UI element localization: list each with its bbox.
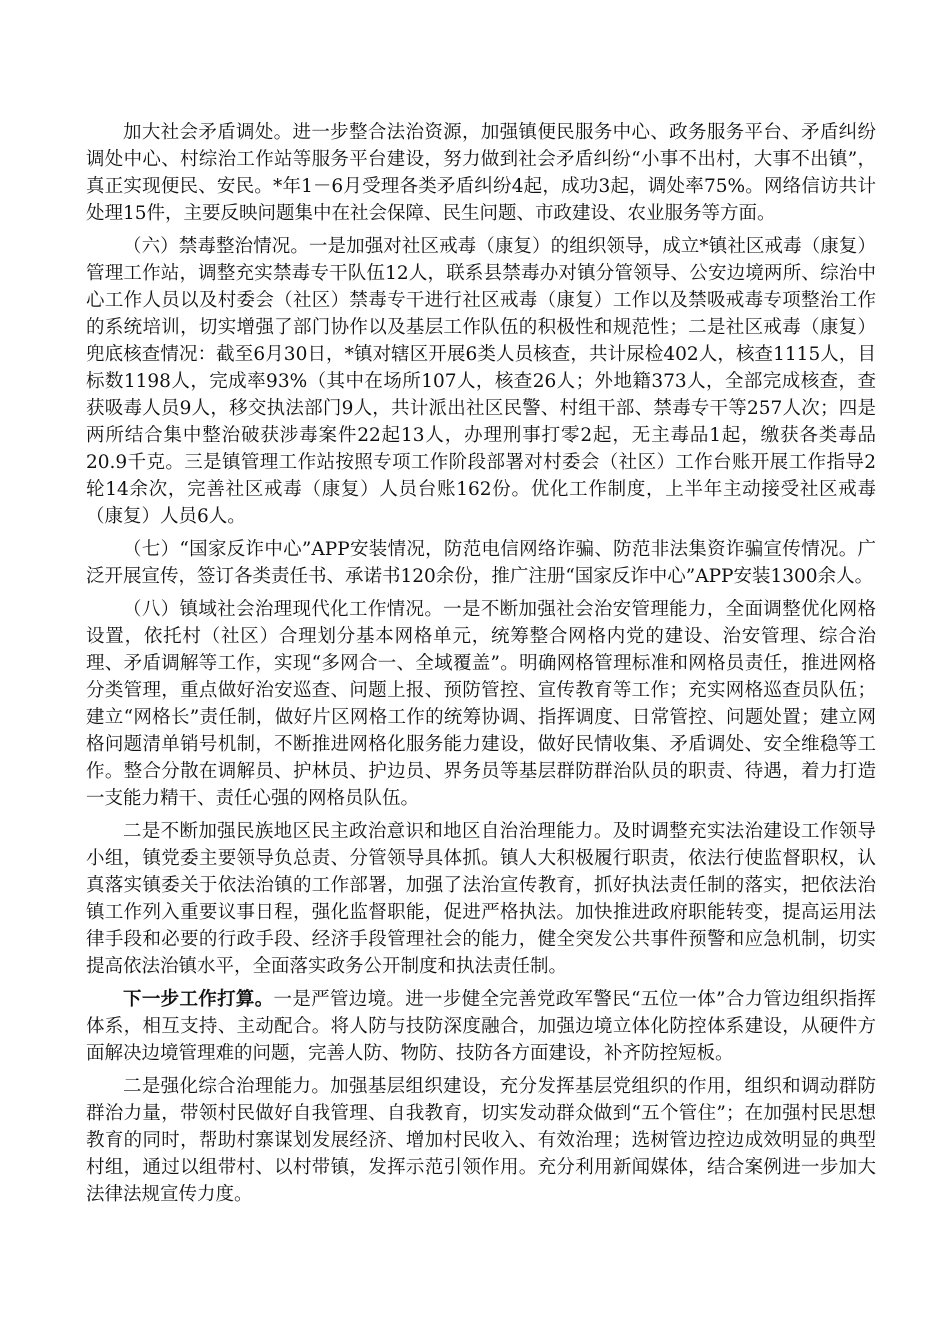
paragraph-governance-modernization [86,596,876,812]
paragraph-rule-of-law [86,818,876,980]
paragraph-text: 加大社会矛盾调处。进一步整合法治资源，加强镇便民服务中心、政务服务平台、矛盾纠纷调处中心、村综治工作站等服务平台建设，努力做到社会矛盾纠纷“小事不出村，大事不出镇”，真正实现便民、安民。*年1－6月受理各类矛盾纠纷4起，成功3起，调处率75%。网络信访共计处理15件，主要反映问题集中在社会保障、民生问题、市政建设、农业服务等方面。 [86,122,876,224]
paragraph-text: 一是严管边境。进一步健全完善党政军警民“五位一体”合力管边组织指挥体系，相互支持、主动配合。将人防与技防深度融合，加强边境立体化防控体系建设，从硬件方面解决边境管理难的问题，完善人防、物防、技防各方面建设，补齐防控短板。 [86,989,876,1064]
paragraph-next-steps [86,986,876,1067]
paragraph-comprehensive-governance [86,1073,876,1208]
paragraph-text: （八）镇域社会治理现代化工作情况。一是不断加强社会治安管理能力，全面调整优化网格设置，依托村（社区）合理划分基本网格单元，统筹整合网格内党的建设、治安管理、综合治理、矛盾调解等工作，实现“多网合一、全域覆盖”。明确网格管理标准和网格员责任，推进网格分类管理，重点做好治安巡查、问题上报、预防管控、宣传教育等工作；充实网格巡查员队伍；建立“网格长”责任制，做好片区网格工作的统筹协调、指挥调度、日常管控、问题处置；建立网格问题清单销号机制，不断推进网格化服务能力建设，做好民情收集、矛盾调处、安全维稳等工作。整合分散在调解员、护林员、护边员、界务员等基层群防群治队员的职责、待遇，着力打造一支能力精干、责任心强的网格员队伍。 [86,599,876,809]
paragraph-lead-heading: 下一步工作打算。 [123,989,274,1010]
paragraph-drug-control [86,233,876,530]
paragraph-text: 二是不断加强民族地区民主政治意识和地区自治治理能力。及时调整充实法治建设工作领导小组，镇党委主要领导负总责、分管领导具体抓。镇人大积极履行职责，依法行使监督职权，认真落实镇委关于依法治镇的工作部署，加强了法治宣传教育，抓好执法责任制的落实，把依法治镇工作列入重要议事日程，强化监督职能，促进严格执法。加快推进政府职能转变，提高运用法律手段和必要的行政手段、经济手段管理社会的能力，健全突发公共事件预警和应急机制，切实提高依法治镇水平，全面落实政务公开制度和执法责任制。 [86,821,876,977]
paragraph-dispute-mediation [86,119,876,227]
document-body [86,119,876,1214]
paragraph-text: （六）禁毒整治情况。一是加强对社区戒毒（康复）的组织领导，成立*镇社区戒毒（康复）管理工作站，调整充实禁毒专干队伍12人，联系县禁毒办对镇分管领导、公安边境两所、综治中心工作人员以及村委会（社区）禁毒专干进行社区戒毒（康复）工作以及禁吸戒毒专项整治工作的系统培训，切实增强了部门协作以及基层工作队伍的积极性和规范性；二是社区戒毒（康复）兜底核查情况：截至6月30日，*镇对辖区开展6类人员核查，共计尿检402人，核查1115人，目标数1198人，完成率93%（其中在场所107人，核查26人；外地籍373人，全部完成核查，查获吸毒人员9人，移交执法部门9人，共计派出社区民警、村组干部、禁毒专干等257人次；四是两所结合集中整治破获涉毒案件22起13人，办理刑事打零2起，无主毒品1起，缴获各类毒品20.9千克。三是镇管理工作站按照专项工作阶段部署对村委会（社区）工作台账开展工作指导2轮14余次，完善社区戒毒（康复）人员台账162份。优化工作制度，上半年主动接受社区戒毒（康复）人员6人。 [86,236,876,527]
paragraph-text: （七）“国家反诈中心”APP安装情况，防范电信网络诈骗、防范非法集资诈骗宣传情况。广泛开展宣传，签订各类责任书、承诺书120余份，推广注册“国家反诈中心”APP安装1300余人。 [86,539,876,587]
paragraph-anti-fraud-app [86,536,876,590]
paragraph-text: 二是强化综合治理能力。加强基层组织建设，充分发挥基层党组织的作用，组织和调动群防群治力量，带领村民做好自我管理、自我教育，切实发动群众做到“五个管住”；在加强村民思想教育的同时，帮助村寨谋划发展经济、增加村民收入、有效治理；选树管边控边成效明显的典型村组，通过以组带村、以村带镇，发挥示范引领作用。充分利用新闻媒体，结合案例进一步加大法律法规宣传力度。 [86,1076,876,1205]
